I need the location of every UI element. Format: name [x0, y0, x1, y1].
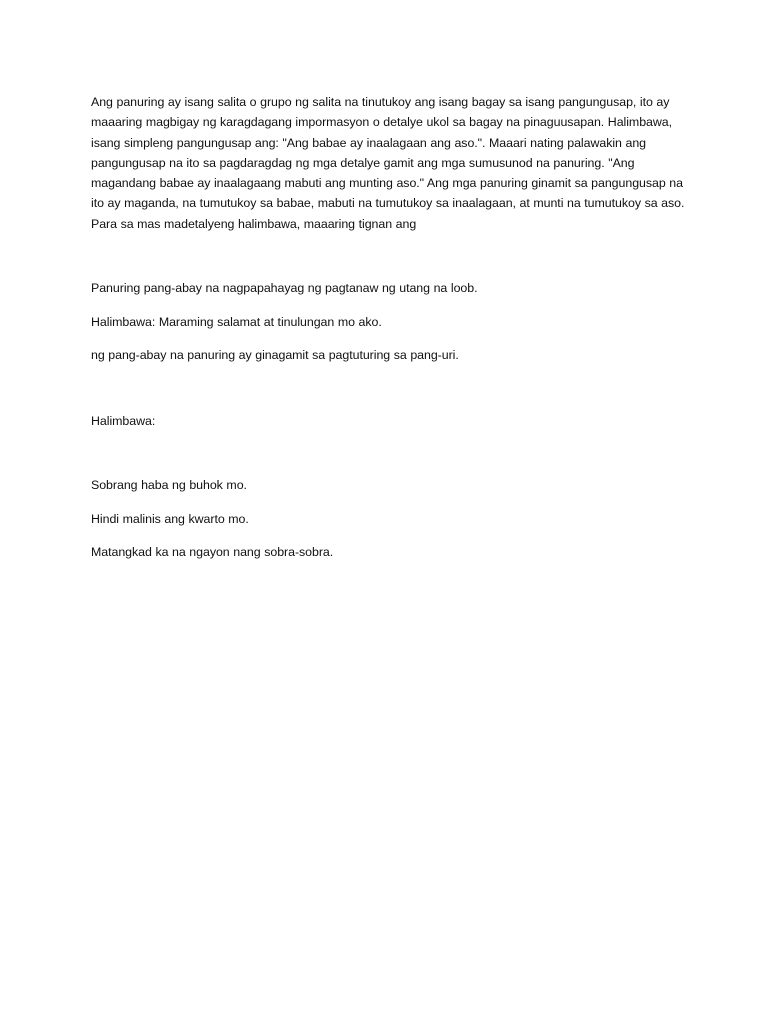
example-sentence-3: Matangkad ka na ngayon nang sobra-sobra. [91, 545, 334, 559]
pang-abay-heading-line: Panuring pang-abay na nagpapahayag ng pagtanaw ng utang na loob. [91, 281, 478, 295]
halimbawa-label: Halimbawa: [91, 414, 156, 428]
example-sentence-2: Hindi malinis ang kwarto mo. [91, 512, 249, 526]
example-sentence-1: Sobrang haba ng buhok mo. [91, 478, 247, 492]
intro-paragraph: Ang panuring ay isang salita o grupo ng salita na tinutukoy ang isang bagay sa isang pangungusap, ito ay maaaring magbigay ng karagdagang impormasyon o detalye ukol sa bagay na pinaguusapan. Halimbawa, isang simpleng pangungusap ang: "Ang babae ay inaalagaan ang aso.". Maaari nating palawakin ang pangungusap na ito sa pagdaragdag ng mga detalye gamit ang mga sumusunod na panuring. "Ang magandang babae ay inaalagaang mabuti ang munting aso." Ang mga panuring ginamit sa pangungusap na ito ay maganda, na tumutukoy sa babae, mabuti na tumutukoy sa inaalagaan, at munti na tumutukoy sa aso. Para sa mas madetalyeng halimbawa, maaaring tignan ang [91, 95, 685, 231]
pang-abay-pang-uri-line: ng pang-abay na panuring ay ginagamit sa pagtuturing sa pang-uri. [91, 348, 459, 362]
halimbawa-salamat-line: Halimbawa: Maraming salamat at tinulungan mo ako. [91, 315, 382, 329]
